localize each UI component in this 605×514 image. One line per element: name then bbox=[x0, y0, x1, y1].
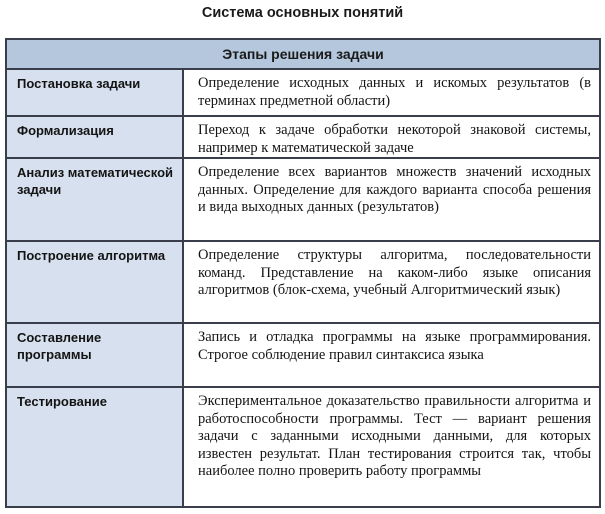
term-cell: Анализ математической задачи bbox=[7, 159, 184, 240]
table-row bbox=[7, 70, 599, 117]
page-title: Система основных понятий bbox=[201, 5, 404, 21]
table-row bbox=[7, 242, 599, 324]
table-header: Этапы решения задачи bbox=[7, 40, 599, 70]
term-cell: Составление программы bbox=[7, 324, 184, 386]
term-cell: Постановка задачи bbox=[7, 70, 184, 115]
description-cell: Определение всех вариантов множеств значений исходных данных. Определение для каждого варианта способа решения и вида выходных данных (результатов) bbox=[198, 164, 591, 215]
description-cell: Запись и отладка программы на языке программирования. Строгое соблюдение правил синтаксиса языка bbox=[198, 329, 591, 363]
term-cell: Формализация bbox=[7, 117, 184, 157]
description-cell: Переход к задаче обработки некоторой знаковой системы, например к математической задаче bbox=[198, 122, 591, 156]
table-row bbox=[7, 388, 599, 506]
table-row bbox=[7, 159, 599, 242]
description-cell: Экспериментальное доказательство правильности алгоритма и работоспособности программы. Тест — вариант решения задачи с заданными исходными данными, для которых известен результат. План тестирования строится так, чтобы наиболее полно проверить работу программы bbox=[198, 393, 591, 479]
description-cell: Определение исходных данных и искомых результатов (в терминах предметной области) bbox=[198, 75, 591, 109]
term-cell: Построение алгоритма bbox=[7, 242, 184, 322]
table-row bbox=[7, 117, 599, 159]
table-row bbox=[7, 324, 599, 388]
term-cell: Тестирование bbox=[7, 388, 184, 506]
stages-table bbox=[5, 38, 601, 508]
description-cell: Определение структуры алгоритма, последовательности команд. Представление на каком-либо языке описания алгоритмов (блок-схема, учебный Алгоритмический язык) bbox=[198, 247, 591, 298]
